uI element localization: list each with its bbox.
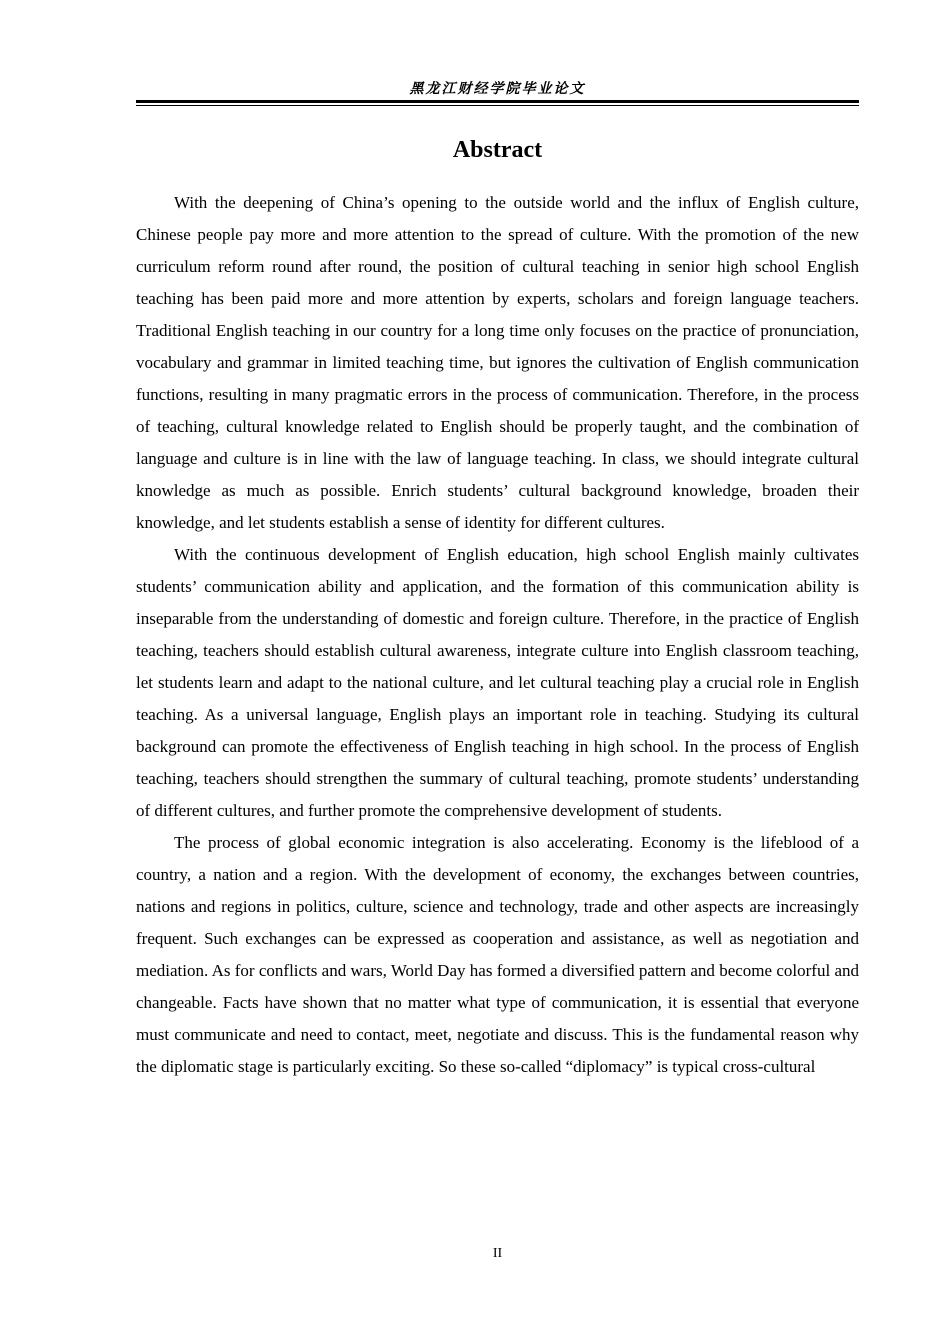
abstract-paragraph-3: The process of global economic integration is also accelerating. Economy is the lifeblood of a country, a nation and a region. With the development of economy, the exchanges between countries, nations and regions in politics, culture, science and technology, trade and other aspects are increasingly frequent. Such exchanges can be expressed as cooperation and assistance, as well as negotiation and mediation. As for conflicts and wars, World Day has formed a diversified pattern and become colorful and changeable. Facts have shown that no matter what type of communication, it is essential that everyone must communicate and need to contact, meet, negotiate and discuss. This is the fundamental reason why the diplomatic stage is particularly exciting. So these so-called “diplomacy” is typical cross-cultural	[136, 833, 859, 1076]
abstract-paragraph-2: With the continuous development of English education, high school English mainly cultivates students’ communication ability and application, and the formation of this communication ability is inseparable from the understanding of domestic and foreign culture. Therefore, in the practice of English teaching, teachers should establish cultural awareness, integrate culture into English classroom teaching, let students learn and adapt to the national culture, and let cultural teaching play a crucial role in English teaching. As a universal language, English plays an important role in teaching. Studying its cultural background can promote the effectiveness of English teaching in high school. In the process of English teaching, teachers should strengthen the summary of cultural teaching, promote students’ understanding of different cultures, and further promote the comprehensive development of students.	[136, 545, 859, 820]
abstract-title: Abstract	[452, 137, 543, 163]
abstract-body	[136, 187, 859, 1083]
header-rule-thick	[136, 100, 859, 103]
page-number: II	[492, 1246, 503, 1261]
abstract-paragraph-1: With the deepening of China’s opening to the outside world and the influx of English culture, Chinese people pay more and more attention to the spread of culture. With the promotion of the new curriculum reform round after round, the position of cultural teaching in senior high school English teaching has been paid more and more attention by experts, scholars and foreign language teachers. Traditional English teaching in our country for a long time only focuses on the practice of pronunciation, vocabulary and grammar in limited teaching time, but ignores the cultivation of English communication functions, resulting in many pragmatic errors in the process of communication. Therefore, in the process of teaching, cultural knowledge related to English should be properly taught, and the combination of language and culture is in line with the law of language teaching. In class, we should integrate cultural knowledge as much as possible. Enrich students’ cultural background knowledge, broaden their knowledge, and let students establish a sense of identity for different cultures.	[136, 193, 859, 532]
header-rule-thin	[136, 105, 859, 106]
running-header: 黑龙江财经学院毕业论文	[409, 81, 586, 97]
